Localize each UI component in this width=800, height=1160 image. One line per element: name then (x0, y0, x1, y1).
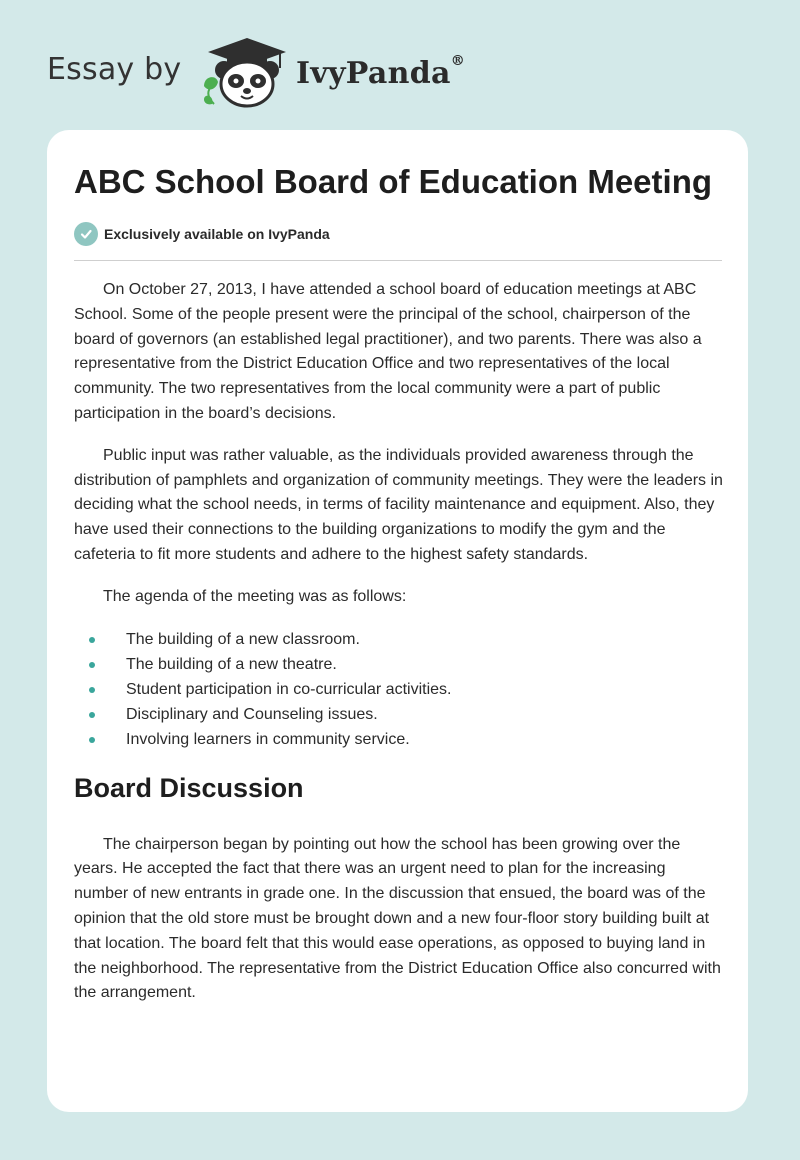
list-item-text: The building of a new classroom. (126, 630, 360, 648)
article-body (74, 278, 724, 1023)
paragraph: The chairperson began by pointing out how the school has been growing over the years. He accepted the fact that there was an urgent need to plan for the increasing number of new entrants in grade one. In the discussion that ensued, the board was of the opinion that the old store must be brought down and a new four-floor story building built at that location. The board felt that this would ease operations, as opposed to buying land in the neighborhood. The representative from the District Education Office also concurred with the arrangement. (74, 835, 721, 1002)
panda-graduate-icon[interactable] (200, 36, 294, 108)
exclusive-badge-label: Exclusively available on IvyPanda (104, 226, 330, 242)
bullet-icon (89, 737, 95, 743)
essay-by-label: Essay by (47, 52, 182, 87)
bullet-icon (89, 662, 95, 668)
list-item (74, 727, 724, 752)
bullet-icon (89, 637, 95, 643)
list-item (74, 652, 724, 677)
check-circle-icon (74, 222, 98, 246)
agenda-list (74, 627, 724, 752)
section-heading: Board Discussion (74, 772, 304, 803)
list-item (74, 677, 724, 702)
bullet-icon (89, 712, 95, 718)
paragraph: On October 27, 2013, I have attended a school board of education meetings at ABC School. Some of the people present were the principal of the school, chairperson of the board of governors (an established legal practitioner), and two parents. There was also a representative from the District Education Office and two representatives of the local community. The two representatives from the local community were a part of public participation in the board’s decisions. (74, 281, 702, 422)
list-item-text: Student participation in co-curricular activities. (126, 680, 452, 698)
exclusive-badge (74, 222, 330, 246)
brand-name[interactable] (296, 53, 465, 91)
registered-mark: ® (450, 53, 466, 69)
title-divider (74, 260, 722, 261)
paragraph: Public input was rather valuable, as the individuals provided awareness through the distribution of pamphlets and organization of community meetings. They were the leaders in deciding what the school needs, in terms of facility maintenance and equipment. Also, they have used their connections to the building organizations to modify the gym and the cafeteria to fit more students and adhere to the highest safety standards. (74, 446, 723, 563)
list-item-text: Involving learners in community service. (126, 730, 410, 748)
article-card (47, 130, 748, 1112)
paragraph: The agenda of the meeting was as follows: (103, 587, 407, 605)
list-item-text: Disciplinary and Counseling issues. (126, 705, 378, 723)
bullet-icon (89, 687, 95, 693)
list-item-text: The building of a new theatre. (126, 655, 337, 673)
list-item (74, 627, 724, 652)
page-title: ABC School Board of Education Meeting (74, 163, 713, 200)
list-item (74, 702, 724, 727)
site-header (0, 0, 800, 130)
brand-label: IvyPanda (296, 56, 451, 91)
